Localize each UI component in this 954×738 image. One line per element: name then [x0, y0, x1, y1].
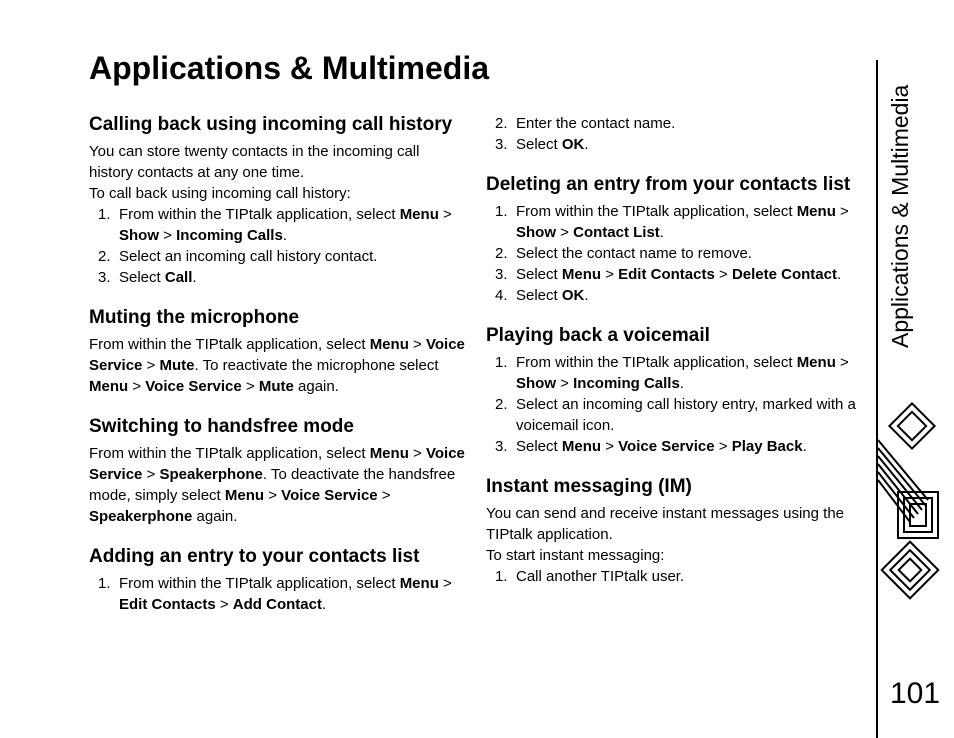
list-item: 1. From within the TIPtalk application, select Menu > Show > Incoming Calls.: [98, 206, 452, 244]
steps-list: [89, 573, 467, 615]
right-column: [486, 113, 864, 587]
steps-list: [486, 113, 864, 155]
list-item: 2. Select an incoming call history contact.: [98, 248, 378, 265]
page-title: Applications & Multimedia: [89, 50, 490, 86]
decorative-graphic-icon: [878, 400, 948, 615]
list-item: 2. Select an incoming call history entry, marked with a voicemail icon.: [495, 396, 856, 434]
list-item: 2. Select the contact name to remove.: [495, 245, 752, 262]
steps-list: [486, 566, 864, 587]
steps-list: [486, 352, 864, 457]
left-column: [89, 112, 467, 615]
section-heading-calling-back: Calling back using incoming call history: [89, 114, 453, 135]
list-item: 1. From within the TIPtalk application, select Menu > Show > Contact List.: [495, 203, 849, 241]
paragraph: You can send and receive instant messages using the TIPtalk application.: [486, 505, 845, 543]
side-tab-label: Applications & Multimedia: [887, 84, 913, 348]
paragraph: To call back using incoming call history:: [89, 185, 351, 202]
paragraph: From within the TIPtalk application, select Menu > Voice Service > Mute. To reactivate the microphone select Menu > Voice Service > Mute again.: [89, 336, 465, 395]
steps-list: [89, 204, 467, 288]
list-item: 3. Select Menu > Voice Service > Play Back.: [495, 438, 807, 455]
paragraph: You can store twenty contacts in the incoming call history contacts at any one time.: [89, 143, 420, 181]
section-heading-handsfree: Switching to handsfree mode: [89, 416, 354, 437]
section-heading-adding-contact: Adding an entry to your contacts list: [89, 546, 420, 567]
list-item: 2. Enter the contact name.: [495, 115, 676, 132]
list-item: 3. Select Call.: [98, 269, 197, 286]
side-divider: [876, 60, 878, 738]
section-heading-voicemail: Playing back a voicemail: [486, 325, 710, 346]
list-item: 1. Call another TIPtalk user.: [495, 568, 685, 585]
paragraph: To start instant messaging:: [486, 547, 665, 564]
paragraph: From within the TIPtalk application, select Menu > Voice Service > Speakerphone. To deactivate the handsfree mode, simply select Menu > Voice Service > Speakerphone again.: [89, 445, 465, 525]
page-number: 101: [890, 677, 941, 710]
section-heading-muting: Muting the microphone: [89, 307, 300, 328]
list-item: 3. Select Menu > Edit Contacts > Delete Contact.: [495, 266, 842, 283]
list-item: 1. From within the TIPtalk application, select Menu > Edit Contacts > Add Contact.: [98, 575, 452, 613]
section-heading-instant-messaging: Instant messaging (IM): [486, 476, 692, 497]
section-heading-deleting-contact: Deleting an entry from your contacts list: [486, 174, 851, 195]
list-item: 1. From within the TIPtalk application, select Menu > Show > Incoming Calls.: [495, 354, 849, 392]
steps-list: [486, 201, 864, 306]
list-item: 4. Select OK.: [495, 287, 589, 304]
list-item: 3. Select OK.: [495, 136, 589, 153]
